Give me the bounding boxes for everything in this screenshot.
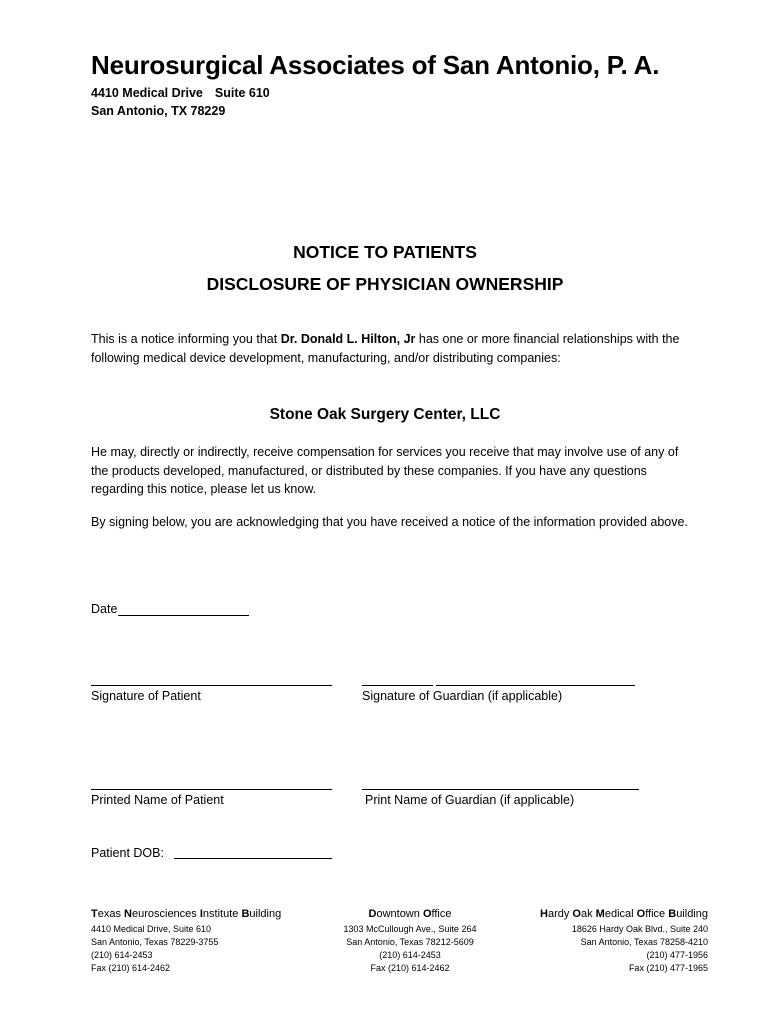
office-title-initial: M — [595, 908, 605, 920]
date-field[interactable] — [118, 615, 249, 616]
organization-name: Neurosurgical Associates of San Antonio, P. A. — [91, 50, 660, 80]
office-city-line: San Antonio, Texas 78229-3755 — [91, 937, 219, 947]
footer-office-hardy-oak — [500, 908, 708, 975]
office-phone: (210) 477-1956 — [646, 950, 708, 960]
office-city-line: San Antonio, Texas 78212-5609 — [346, 937, 474, 947]
office-title — [500, 908, 708, 920]
office-title — [310, 908, 510, 920]
office-title-rest: nstitute — [202, 908, 242, 920]
guardian-signature-field[interactable] — [436, 685, 635, 686]
address-city-line: San Antonio, TX 78229 — [91, 104, 226, 118]
office-phone: (210) 614-2453 — [91, 950, 153, 960]
office-title-rest: exas — [97, 908, 125, 920]
company-name: Stone Oak Surgery Center, LLC — [269, 406, 501, 423]
office-phone: (210) 614-2453 — [379, 950, 441, 960]
office-title-rest: eurosciences — [131, 908, 200, 920]
office-title-rest: uilding — [249, 908, 282, 920]
notice-subtitle: DISCLOSURE OF PHYSICIAN OWNERSHIP — [206, 274, 564, 294]
guardian-signature-field-short[interactable] — [362, 685, 433, 686]
office-title-initial: B — [668, 908, 677, 920]
office-title-initial: O — [572, 908, 581, 920]
office-title-rest: ffice — [645, 908, 669, 920]
date-label: Date — [91, 602, 118, 616]
office-address-line: 4410 Medical Drive, Suite 610 — [91, 924, 212, 934]
patient-dob-label: Patient DOB: — [91, 846, 164, 860]
patient-dob-field[interactable] — [174, 858, 332, 859]
office-title-rest: ak — [580, 908, 596, 920]
office-title-rest: ffice — [431, 908, 452, 920]
signature-guardian-label: Signature of Guardian (if applicable) — [362, 689, 563, 703]
office-title-initial: N — [124, 908, 132, 920]
office-title-initial: I — [199, 908, 203, 920]
patient-signature-field[interactable] — [91, 685, 332, 686]
intro-paragraph — [91, 330, 691, 367]
office-title-initial: O — [636, 908, 646, 920]
office-title-rest: ardy — [547, 908, 573, 920]
office-title-initial: D — [368, 908, 377, 920]
footer-office-downtown — [310, 908, 510, 975]
compensation-paragraph: He may, directly or indirectly, receive compensation for services you receive that may involve use of any of the products developed, manufactured, or distributed by these companies. If you have any questions regarding this notice, please let us know. — [91, 445, 679, 496]
office-title — [91, 908, 301, 920]
print-name-guardian-label: Print Name of Guardian (if applicable) — [365, 793, 575, 807]
office-fax: Fax (210) 614-2462 — [91, 963, 171, 973]
office-title-rest: owntown — [376, 908, 423, 920]
footer-office-texas-neurosciences — [91, 908, 301, 975]
signature-patient-label: Signature of Patient — [91, 689, 201, 703]
office-city-line: San Antonio, Texas 78258-4210 — [580, 937, 708, 947]
address-street-line — [91, 86, 270, 100]
intro-text-before: This is a notice informing you that — [91, 332, 281, 346]
patient-printed-name-field[interactable] — [91, 789, 332, 790]
printed-name-patient-label: Printed Name of Patient — [91, 793, 224, 807]
office-fax: Fax (210) 477-1965 — [628, 963, 708, 973]
office-address-line: 1303 McCullough Ave., Suite 264 — [343, 924, 477, 934]
intro-text-after: has one or more financial relationships with the following medical device development, manufacturing, and/or distributing companies: — [91, 332, 680, 365]
notice-title: NOTICE TO PATIENTS — [293, 242, 477, 262]
office-fax: Fax (210) 614-2462 — [370, 963, 450, 973]
street-address: 4410 Medical Drive — [91, 86, 203, 100]
guardian-printed-name-field[interactable] — [362, 789, 639, 790]
office-title-initial: T — [91, 908, 98, 920]
office-title-rest: edical — [604, 908, 637, 920]
office-title-initial: B — [241, 908, 250, 920]
office-title-initial: H — [540, 908, 548, 920]
office-title-rest: uilding — [676, 908, 708, 920]
physician-name: Dr. Donald L. Hilton, Jr — [280, 332, 416, 346]
acknowledgement-paragraph: By signing below, you are acknowledging that you have received a notice of the information provided above. — [91, 515, 688, 529]
suite-number: Suite 610 — [214, 86, 270, 100]
office-address-line: 18626 Hardy Oak Blvd., Suite 240 — [571, 924, 708, 934]
office-title-initial: O — [422, 908, 432, 920]
